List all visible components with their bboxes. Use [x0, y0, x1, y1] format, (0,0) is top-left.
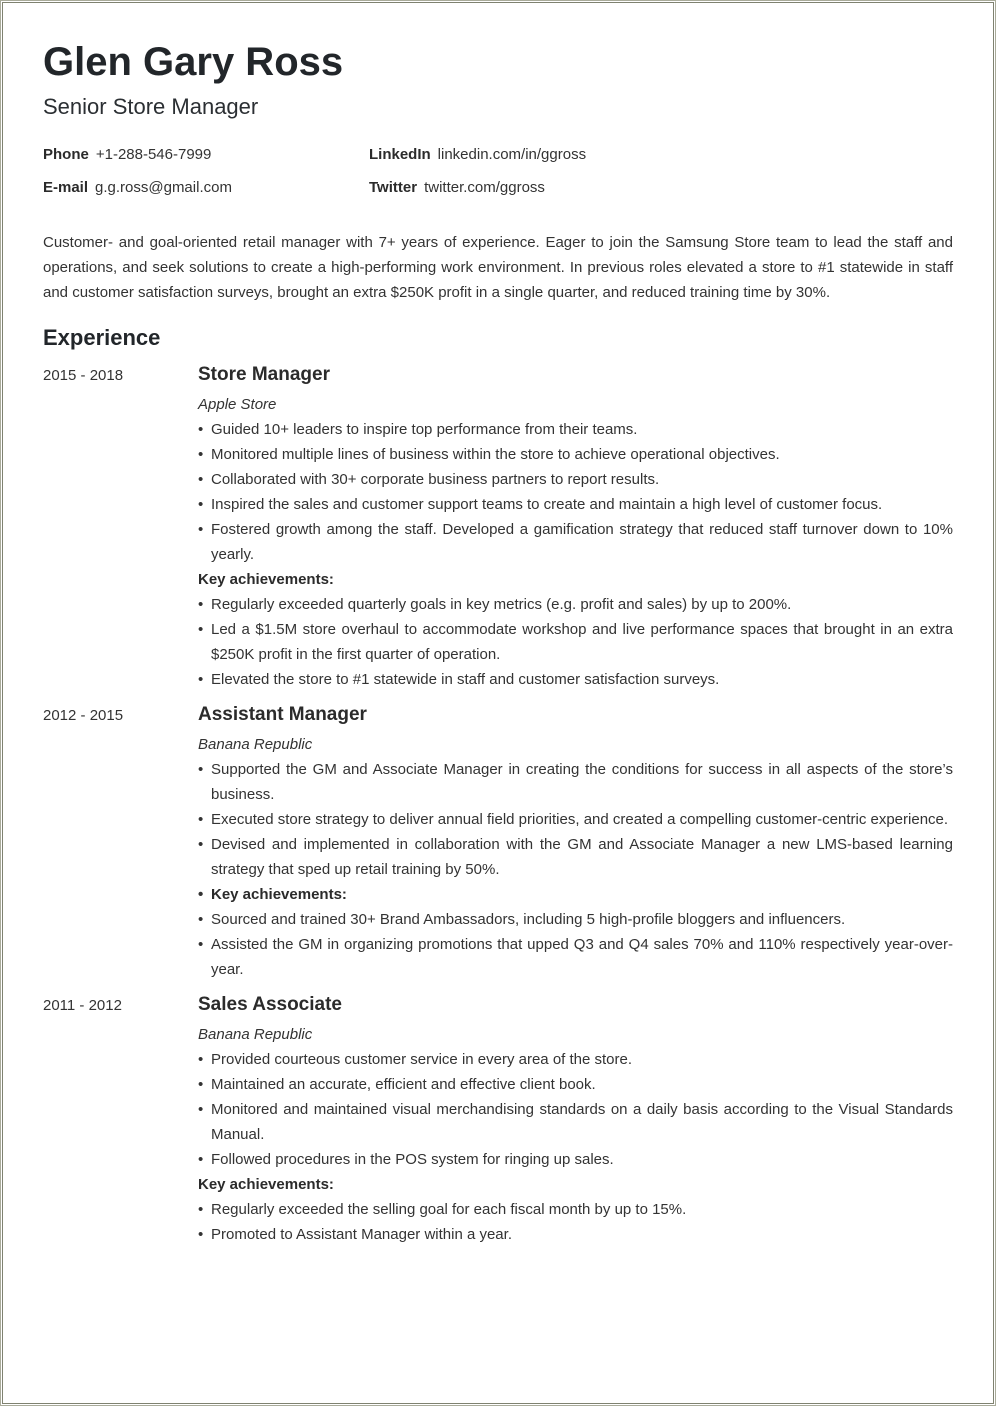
- job-bullet: • Devised and implemented in collaboration with the GM and Associate Manager a new LMS-based learning strategy that sped up retail training by 50%.: [198, 832, 953, 882]
- contact-twitter-label: Twitter: [369, 179, 418, 196]
- job-bullet: • Fostered growth among the staff. Developed a gamification strategy that reduced staff turnover down to 10% yearly.: [198, 517, 953, 567]
- candidate-title: Senior Store Manager: [43, 94, 259, 119]
- contact-twitter: [369, 179, 545, 197]
- candidate-name: Glen Gary Ross: [43, 40, 344, 84]
- job-details: [198, 988, 953, 1247]
- achievement-bullet: • Led a $1.5M store overhaul to accommodate workshop and live performance spaces that brought in an extra $250K profit in the first quarter of operation.: [198, 617, 953, 667]
- contact-phone-value: +1-288-546-7999: [95, 146, 212, 163]
- key-achievements-label: • Key achievements:: [198, 882, 953, 907]
- job-company: Banana Republic: [198, 1026, 313, 1043]
- contact-linkedin: [369, 146, 586, 164]
- job-company: Banana Republic: [198, 736, 313, 753]
- key-achievements-label: Key achievements:: [198, 571, 334, 588]
- job-bullet: • Inspired the sales and customer support teams to create and maintain a high level of customer focus.: [198, 492, 953, 517]
- job-bullet: • Monitored multiple lines of business within the store to achieve operational objectives.: [198, 442, 953, 467]
- job-title: Store Manager: [198, 364, 330, 385]
- job-dates: 2015 - 2018: [43, 367, 124, 384]
- contact-phone-label: Phone: [43, 146, 89, 163]
- experience-heading: Experience: [43, 325, 161, 350]
- summary-paragraph: Customer- and goal-oriented retail manager with 7+ years of experience. Eager to join the Samsung Store team to lead the staff and operations, and seek solutions to create a high-performing work environment. In previous roles elevated a store to #1 statewide in staff and customer satisfaction surveys, brought an extra $250K profit in a single quarter, and reduced training time by 30%.: [43, 234, 953, 301]
- job-dates: 2011 - 2012: [43, 997, 122, 1014]
- achievement-bullet: • Promoted to Assistant Manager within a year.: [198, 1222, 953, 1247]
- contact-email: [43, 179, 232, 197]
- job-details: [198, 698, 953, 982]
- job-title: Assistant Manager: [198, 704, 367, 725]
- achievement-bullet: • Regularly exceeded the selling goal for each fiscal month by up to 15%.: [198, 1197, 953, 1222]
- job-bullet: • Guided 10+ leaders to inspire top performance from their teams.: [198, 417, 953, 442]
- job-bullet: • Provided courteous customer service in every area of the store.: [198, 1047, 953, 1072]
- key-achievements-label: Key achievements:: [198, 1176, 334, 1193]
- job-company: Apple Store: [198, 396, 277, 413]
- contact-linkedin-value: linkedin.com/in/ggross: [437, 146, 587, 163]
- job-dates: 2012 - 2015: [43, 707, 124, 724]
- contact-linkedin-label: LinkedIn: [369, 146, 431, 163]
- job-bullet: • Collaborated with 30+ corporate business partners to report results.: [198, 467, 953, 492]
- job-bullet: • Monitored and maintained visual merchandising standards on a daily basis according to the Visual Standards Manual.: [198, 1097, 953, 1147]
- contact-phone: [43, 146, 211, 164]
- job-bullet: • Followed procedures in the POS system for ringing up sales.: [198, 1147, 953, 1172]
- contact-email-value: g.g.ross@gmail.com: [95, 179, 232, 196]
- job-bullet: • Maintained an accurate, efficient and effective client book.: [198, 1072, 953, 1097]
- contact-email-label: E-mail: [43, 179, 89, 196]
- achievement-bullet: • Elevated the store to #1 statewide in staff and customer satisfaction surveys.: [198, 667, 953, 692]
- achievement-bullet: • Sourced and trained 30+ Brand Ambassadors, including 5 high-profile bloggers and influencers.: [198, 907, 953, 932]
- job-bullet: • Executed store strategy to deliver annual field priorities, and created a compelling customer-centric experience.: [198, 807, 953, 832]
- contact-twitter-value: twitter.com/ggross: [424, 179, 545, 196]
- achievement-bullet: • Assisted the GM in organizing promotions that upped Q3 and Q4 sales 70% and 110% respectively year-over-year.: [198, 932, 953, 982]
- job-bullet: • Supported the GM and Associate Manager in creating the conditions for success in all aspects of the store’s business.: [198, 757, 953, 807]
- achievement-bullet: • Regularly exceeded quarterly goals in key metrics (e.g. profit and sales) by up to 200%.: [198, 592, 953, 617]
- job-title: Sales Associate: [198, 994, 342, 1015]
- job-details: [198, 358, 953, 692]
